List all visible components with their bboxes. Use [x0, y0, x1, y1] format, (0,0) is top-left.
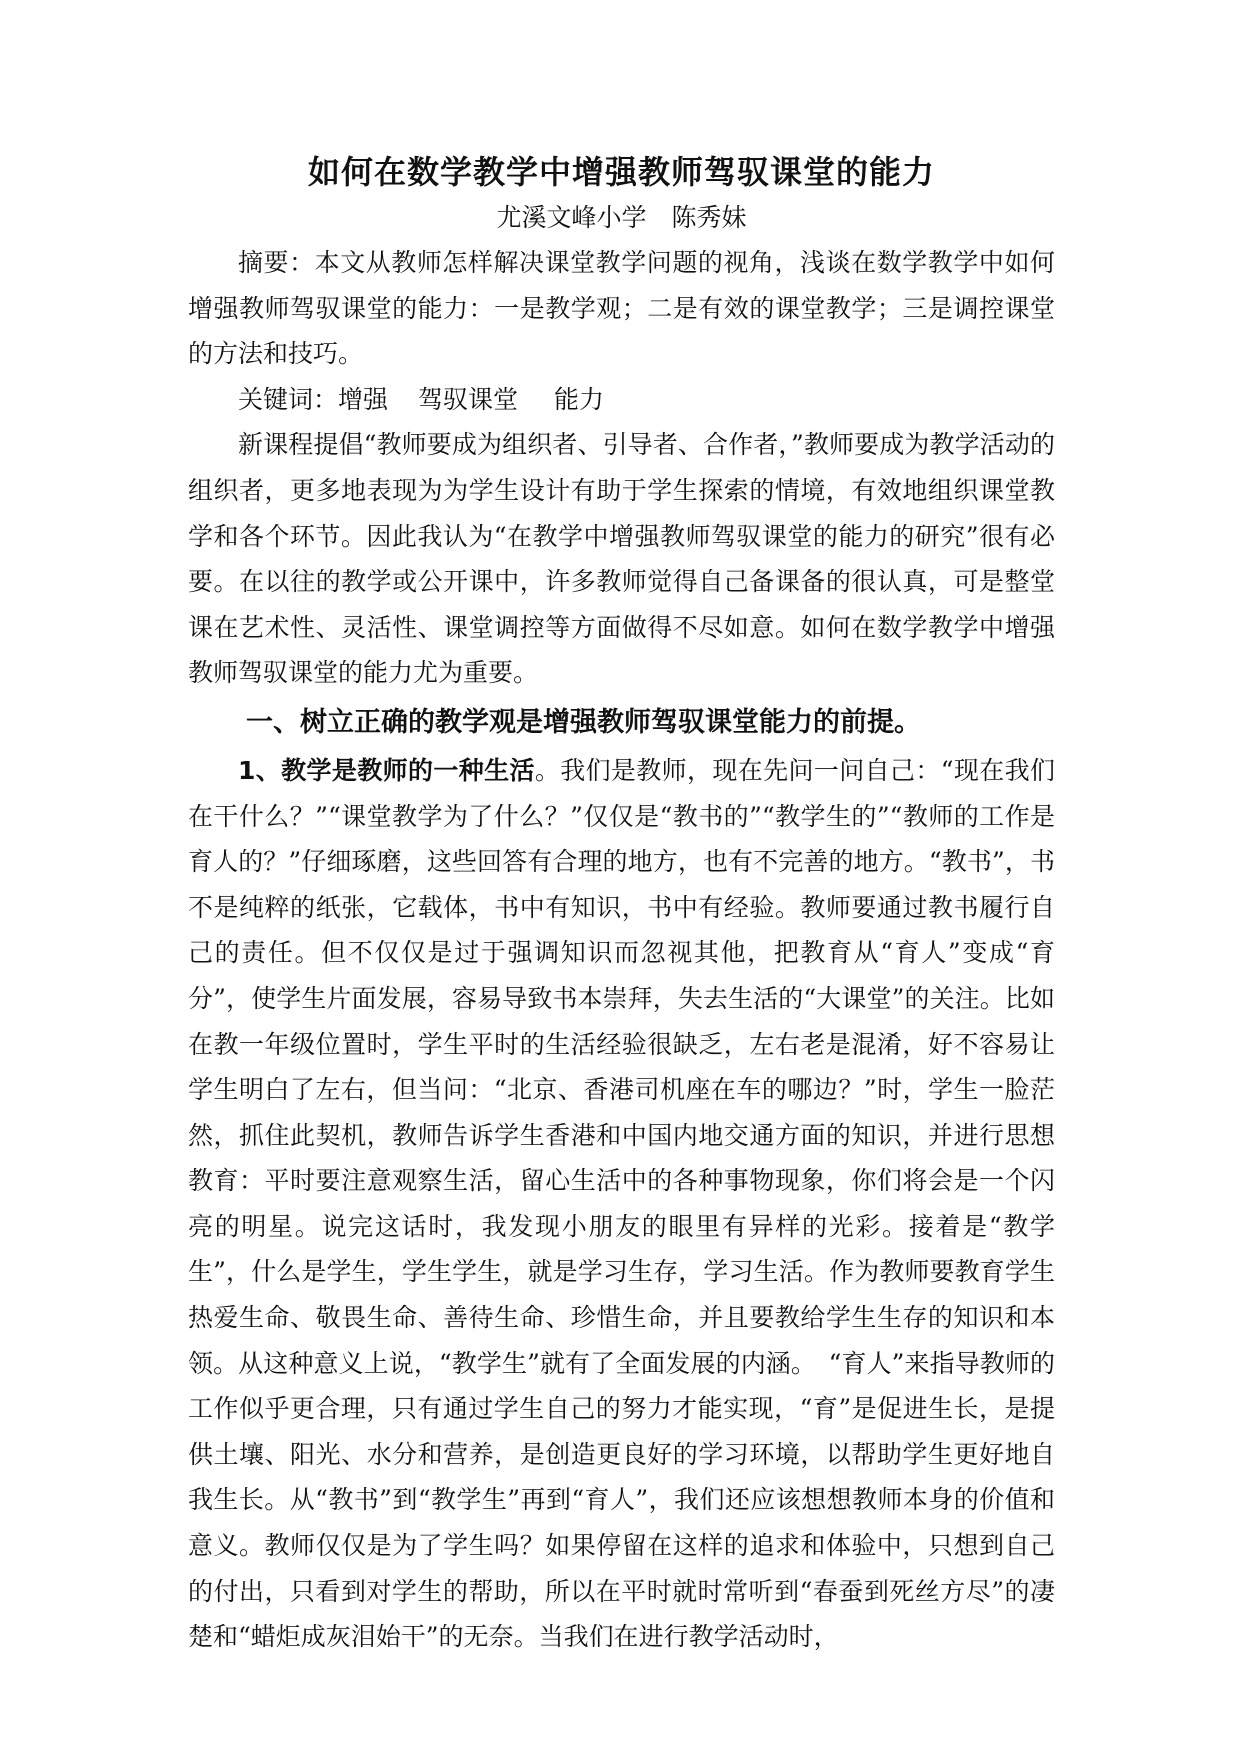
intro-paragraph: 新课程提倡“教师要成为组织者、引导者、合作者，”教师要成为教学活动的组织者，更多地表现为为学生设计有助于学生探索的情境，有效地组织课堂教学和各个环节。因此我认为“在教学中增强教师驾驭课堂的能力的研究”很有必要。在以往的教学或公开课中，许多教师觉得自己备课备的很认真，可是整堂课在艺术性、灵活性、课堂调控等方面做得不尽如意。如何在数学教学中增强教师驾驭课堂的能力尤为重要。 [188, 430, 1055, 688]
item-lead: 1、教学是教师的一种生活 [238, 755, 535, 785]
section-paragraph [188, 748, 1055, 1660]
item-body: 。我们是教师，现在先问一问自己：“现在我们在干什么？”“课堂教学为了什么？”仅仅是“教书的”“教学生的”“教师的工作是育人的？”仔细琢磨，这些回答有合理的地方，也有不完善的地方。“教书”，书不是纯粹的纸张，它载体，书中有知识，书中有经验。教师要通过教书履行自己的责任。但不仅仅是过于强调知识而忽视其他，把教育从“育人”变成“育分”，使学生片面发展，容易导致书本崇拜，失去生活的“大课堂”的关注。比如在教一年级位置时，学生平时的生活经验很缺乏，左右老是混淆，好不容易让学生明白了左右，但当问：“北京、香港司机座在车的哪边？”时，学生一脸茫然，抓住此契机，教师告诉学生香港和中国内地交通方面的知识，并进行思想教育：平时要注意观察生活，留心生活中的各种事物现象，你们将会是一个闪亮的明星。说完这话时，我发现小朋友的眼里有异样的光彩。接着是“教学生”，什么是学生，学生学生，就是学习生存，学习生活。作为教师要教育学生热爱生命、敬畏生命、善待生命、珍惜生命，并且要教给学生生存的知识和本领。从这种意义上说，“教学生”就有了全面发展的内涵。 “育人”来指导教师的工作似乎更合理，只有通过学生自己的努力才能实现，“育”是促进生长，是提供土壤、阳光、水分和营养，是创造更良好的学习环境，以帮助学生更好地自我生长。从“教书”到“教学生”再到“育人”，我们还应该想想教师本身的价值和意义。教师仅仅是为了学生吗？如果停留在这样的追求和体验中，只想到自己的付出，只看到对学生的帮助，所以在平时就时常听到“春蚕到死丝方尽”的凄楚和“蜡炬成灰泪始干”的无奈。当我们在进行教学活动时， [188, 755, 1055, 1652]
keyword: 驾驭课堂 [418, 384, 519, 414]
section-heading: 一、树立正确的教学观是增强教师驾驭课堂能力的前提。 [246, 706, 921, 738]
keyword: 增强 [338, 384, 389, 414]
abstract-paragraph: 摘要：本文从教师怎样解决课堂教学问题的视角，浅谈在数学教学中如何增强教师驾驭课堂的能力：一是教学观；二是有效的课堂教学；三是调控课堂的方法和技巧。 [188, 248, 1055, 369]
keyword: 能力 [554, 384, 605, 414]
author-line: 尤溪文峰小学 陈秀妹 [496, 203, 747, 232]
keywords-label: 关键词： [238, 384, 339, 414]
document-title: 如何在数学教学中增强教师驾驭课堂的能力 [307, 153, 935, 191]
keywords-line [188, 377, 1055, 423]
